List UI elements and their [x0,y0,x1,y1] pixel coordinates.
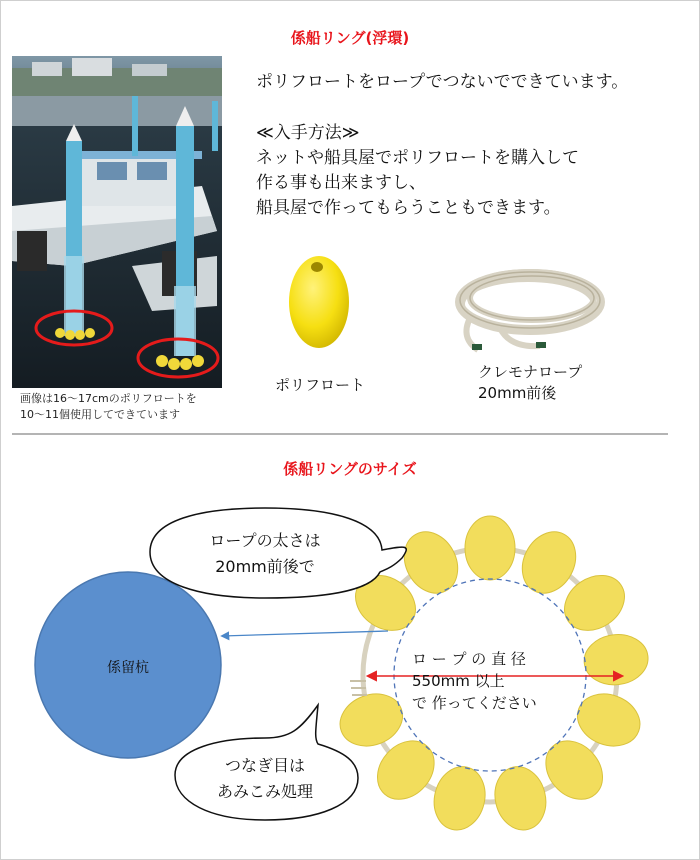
diameter-text-2: 550mm 以上 [412,672,505,690]
float-ball [488,761,552,835]
float-ball [581,631,651,688]
rope-size-label: 20mm前後 [478,384,557,402]
bubble-rope-line-2: 20mm前後で [215,557,315,576]
diameter-text-3: で 作ってください [412,694,537,712]
size-section-title: 係船リングのサイズ [283,460,417,478]
how-to-get-line: 作る事も出来ますし、 [256,173,426,193]
bubble-splice-line-1: つなぎ目は [224,756,306,775]
marina-photo-illustration [12,56,222,388]
bubble-rope-line-1: ロープの太さは [209,531,321,550]
how-to-get-line: 船具屋で作ってもらうこともできます。 [256,198,561,218]
pointer-arrow [222,631,388,636]
how-to-get-heading: ≪入手方法≫ [256,123,360,143]
intro-text: ポリフロートをロープでつないでできています。 [256,72,629,92]
section-divider [12,433,668,435]
float-icon [284,252,354,357]
ring-size-diagram [0,480,700,860]
page-title: 係船リング(浮環) [290,29,410,47]
how-to-get-line: ネットや船具屋でポリフロートを購入して [256,148,579,168]
diameter-text-1: ロ ー プ の 直 径 [412,650,526,668]
rope-label: クレモナロープ [478,363,583,381]
bubble-splice-line-2: あみこみ処理 [216,782,314,801]
photo-caption [20,391,250,423]
float-label: ポリフロート [275,376,366,394]
caption-line: 10～11個使用してできています [20,408,180,421]
float-ball [465,516,515,580]
post-label: 係留杭 [107,660,149,676]
caption-line: 画像は16～17cmのポリフロートを [20,392,197,405]
marina-photo [12,56,222,388]
rope-coil-icon [450,258,610,358]
float-ball [428,761,492,835]
